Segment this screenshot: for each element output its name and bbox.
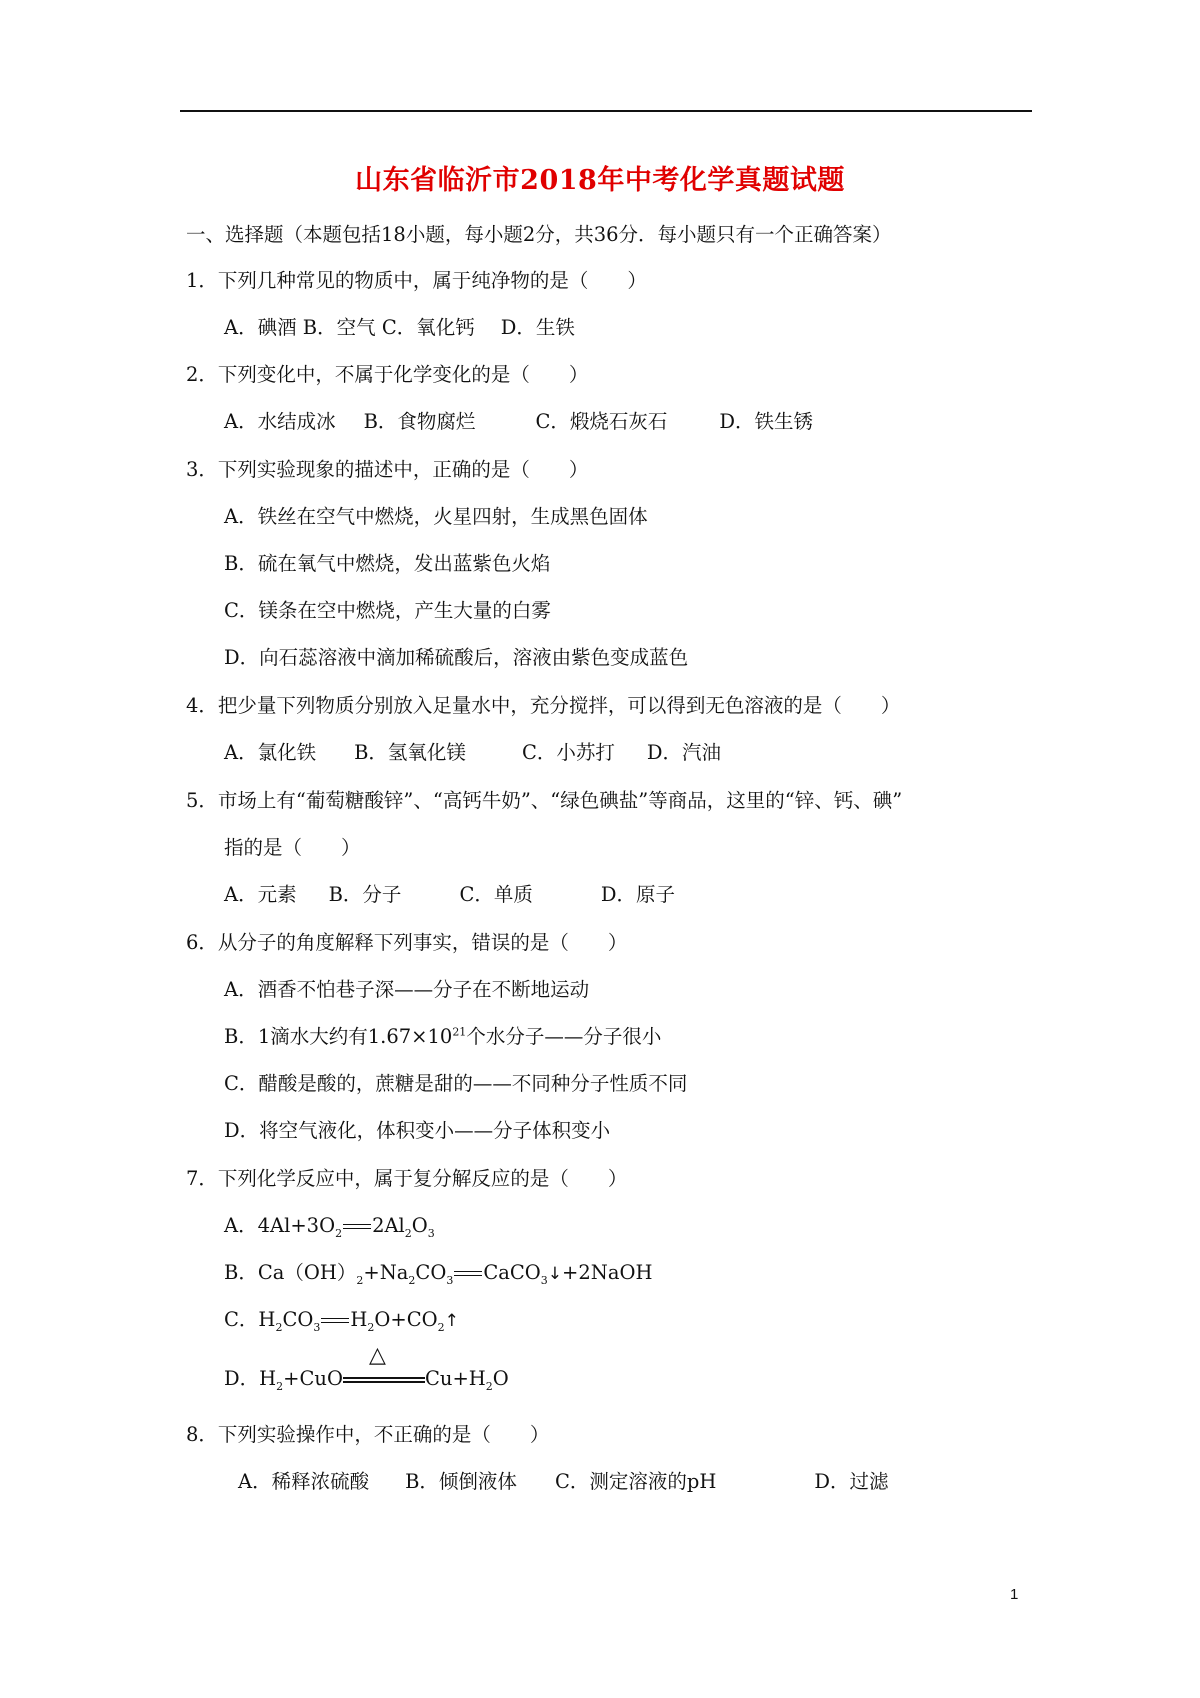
q5-option-b: B．分子 bbox=[328, 883, 402, 906]
question-8-options bbox=[238, 1469, 889, 1495]
q3-option-d: D．向石蕊溶液中滴加稀硫酸后，溶液由紫色变成蓝色 bbox=[224, 646, 689, 669]
section-heading: 一、选择题（本题包括18小题，每小题2分，共36分．每小题只有一个正确答案） bbox=[186, 223, 892, 246]
q7-d-label: D． bbox=[224, 1367, 260, 1390]
q2-option-c: C．煅烧石灰石 bbox=[535, 410, 668, 433]
q2-option-b: B．食物腐烂 bbox=[363, 410, 476, 433]
q2-option-d: D．铁生锈 bbox=[719, 410, 813, 433]
q7-b-sub: 3 bbox=[540, 1273, 548, 1287]
q8-option-d: D．过滤 bbox=[814, 1470, 889, 1493]
question-2-stem: 2．下列变化中，不属于化学变化的是（ ） bbox=[186, 363, 589, 386]
gas-arrow-icon: ↑ bbox=[444, 1311, 459, 1331]
q4-option-b: B．氢氧化镁 bbox=[354, 741, 466, 764]
exam-title: 山东省临沂市2018年中考化学真题试题 bbox=[355, 165, 845, 196]
q7-b-product: +2NaOH bbox=[562, 1261, 653, 1284]
q7-c-reactant: H bbox=[258, 1308, 276, 1331]
q8-option-c: C．测定溶液的pH bbox=[554, 1470, 717, 1493]
heating-condition bbox=[343, 1343, 425, 1392]
q7-a-sub: 3 bbox=[427, 1226, 435, 1240]
q6-option-a: A．酒香不怕巷子深——分子在不断地运动 bbox=[224, 978, 590, 1001]
q6-option-b-pre: B．1滴水大约有1.67×10 bbox=[224, 1025, 453, 1048]
question-2-options bbox=[224, 409, 813, 435]
q5-option-a: A．元素 bbox=[224, 883, 297, 906]
q7-d-product: O bbox=[492, 1367, 509, 1390]
q7-c-sub: 2 bbox=[275, 1320, 283, 1334]
q2-option-a: A．水结成冰 bbox=[224, 410, 336, 433]
q3-option-a: A．铁丝在空气中燃烧，火星四射，生成黑色固体 bbox=[224, 505, 648, 528]
equals-sign bbox=[342, 1220, 372, 1234]
top-rule bbox=[180, 110, 1032, 112]
q7-d-sub: 2 bbox=[276, 1379, 284, 1393]
q7-d-reactant: +CuO bbox=[283, 1367, 343, 1390]
q7-c-sub: 2 bbox=[437, 1320, 445, 1334]
equals-bar bbox=[343, 1377, 425, 1379]
q7-c-product: H bbox=[350, 1308, 368, 1331]
question-1-options bbox=[224, 315, 575, 341]
q7-c-sub: 2 bbox=[367, 1320, 375, 1334]
equals-bar bbox=[343, 1381, 425, 1383]
q7-d-product: Cu+H bbox=[424, 1367, 486, 1390]
question-6-stem: 6．从分子的角度解释下列事实，错误的是（ ） bbox=[186, 931, 628, 954]
question-3-stem: 3．下列实验现象的描述中，正确的是（ ） bbox=[186, 458, 589, 481]
q7-a-product: 2Al bbox=[372, 1214, 405, 1237]
q5-option-d: D．原子 bbox=[600, 883, 675, 906]
q7-c-sub: 3 bbox=[313, 1320, 321, 1334]
question-4-options bbox=[224, 740, 721, 766]
q3-option-c: C．镁条在空中燃烧，产生大量的白雾 bbox=[224, 599, 551, 622]
question-8-stem: 8．下列实验操作中，不正确的是（ ） bbox=[186, 1423, 550, 1446]
q7-b-reactant: CO bbox=[415, 1261, 447, 1284]
q7-b-label: B． bbox=[224, 1261, 258, 1284]
q7-b-sub: 2 bbox=[356, 1273, 364, 1287]
q7-option-d bbox=[224, 1343, 509, 1393]
q4-option-c: C．小苏打 bbox=[521, 741, 615, 764]
heat-triangle-icon: △ bbox=[368, 1343, 386, 1368]
q8-option-a: A．稀释浓硫酸 bbox=[238, 1470, 370, 1493]
q7-b-reactant: Ca（OH） bbox=[257, 1261, 357, 1284]
q6-option-b-post: 个水分子——分子很小 bbox=[466, 1025, 662, 1048]
q7-a-sub: 2 bbox=[335, 1226, 343, 1240]
q6-option-b bbox=[224, 1024, 661, 1050]
q7-a-sub: 2 bbox=[404, 1226, 412, 1240]
q7-a-label: A． bbox=[224, 1214, 258, 1237]
q7-b-reactant: +Na bbox=[363, 1261, 409, 1284]
q7-a-product: O bbox=[411, 1214, 428, 1237]
q1-option-c: C．氧化钙 bbox=[381, 316, 475, 339]
q5-option-c: C．单质 bbox=[459, 883, 533, 906]
q3-option-b: B．硫在氧气中燃烧，发出蓝紫色火焰 bbox=[224, 552, 551, 575]
q1-option-b: B．空气 bbox=[302, 316, 376, 339]
equals-sign bbox=[453, 1267, 483, 1281]
q7-b-sub: 3 bbox=[446, 1273, 454, 1287]
q6-option-b-exponent: 21 bbox=[452, 1025, 467, 1039]
q7-option-b bbox=[224, 1260, 652, 1287]
q7-c-label: C． bbox=[224, 1308, 259, 1331]
equals-sign bbox=[320, 1314, 350, 1328]
q7-b-product: CaCO bbox=[483, 1261, 541, 1284]
q8-option-b: B．倾倒液体 bbox=[405, 1470, 517, 1493]
q6-option-c: C．醋酸是酸的，蔗糖是甜的——不同种分子性质不同 bbox=[224, 1072, 688, 1095]
question-4-stem: 4．把少量下列物质分别放入足量水中，充分搅拌，可以得到无色溶液的是（ ） bbox=[186, 694, 901, 717]
q1-option-a: A．碘酒 bbox=[224, 316, 297, 339]
q7-b-sub: 2 bbox=[408, 1273, 416, 1287]
q4-option-d: D．汽油 bbox=[646, 741, 721, 764]
question-7-stem: 7．下列化学反应中，属于复分解反应的是（ ） bbox=[186, 1167, 628, 1190]
q4-option-a: A．氯化铁 bbox=[224, 741, 317, 764]
q7-d-sub: 2 bbox=[485, 1379, 493, 1393]
q6-option-d: D．将空气液化，体积变小——分子体积变小 bbox=[224, 1119, 611, 1142]
q7-option-a bbox=[224, 1213, 435, 1239]
question-5-options bbox=[224, 882, 675, 908]
page-number: 1 bbox=[1010, 1586, 1019, 1603]
q7-a-reactants: 4Al+3O bbox=[257, 1214, 336, 1237]
question-5-stem-cont: 指的是（ ） bbox=[224, 836, 361, 859]
question-5-stem: 5．市场上有“葡萄糖酸锌”、“高钙牛奶”、“绿色碘盐”等商品，这里的“锌、钙、碘” bbox=[186, 789, 903, 812]
question-1-stem: 1．下列几种常见的物质中，属于纯净物的是（ ） bbox=[186, 269, 647, 292]
q7-c-product: O+CO bbox=[374, 1308, 438, 1331]
q7-d-reactant: H bbox=[259, 1367, 277, 1390]
precipitate-arrow-icon: ↓ bbox=[547, 1264, 563, 1284]
q7-option-c bbox=[224, 1307, 459, 1334]
q1-option-d: D．生铁 bbox=[500, 316, 575, 339]
q7-c-reactant: CO bbox=[282, 1308, 314, 1331]
